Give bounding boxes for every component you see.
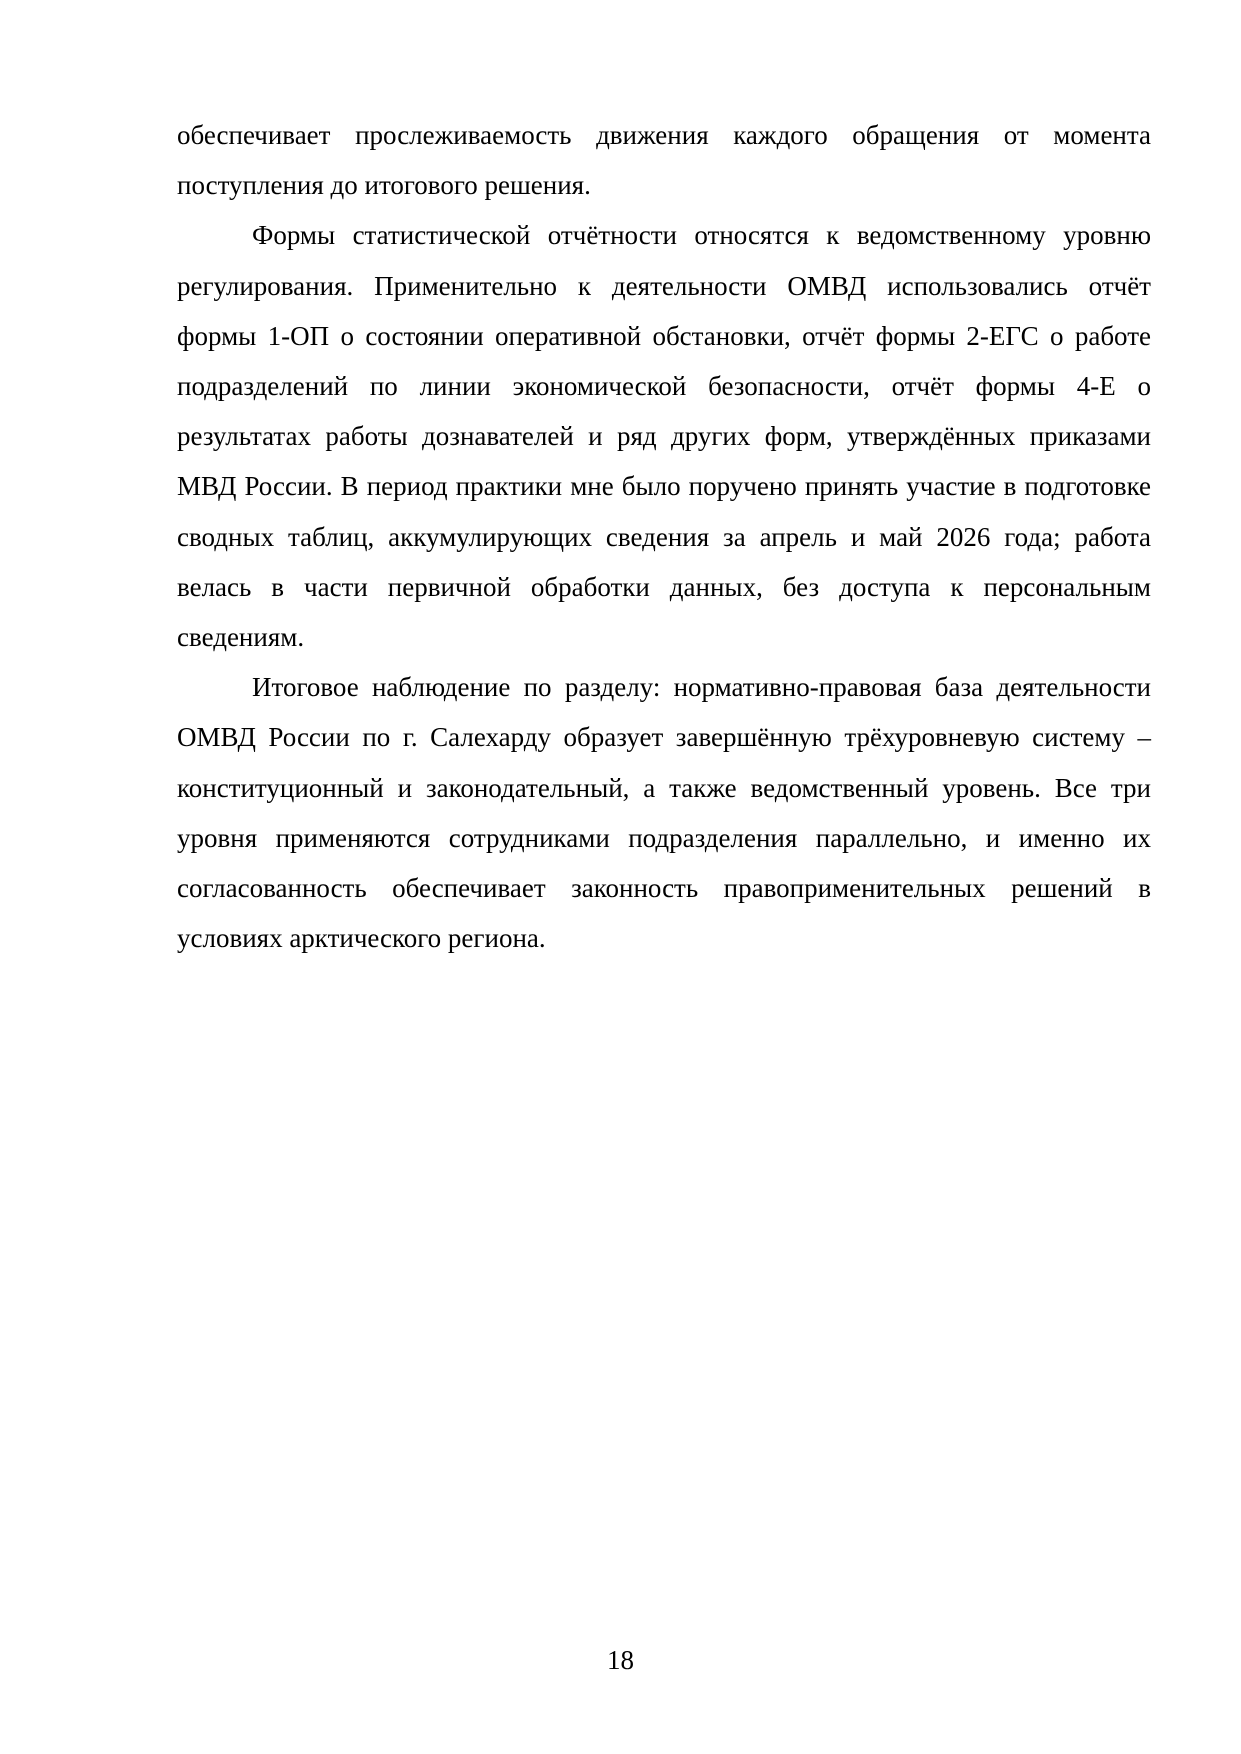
paragraph-section-conclusion: Итоговое наблюдение по разделу: нормативно-правовая база деятельности ОМВД России по г. Салехарду образует завершённую трёхуровневую систему – конституционный и законодательный, а также ведомственный уровень. Все три уровня применяются сотрудниками подразделения параллельно, и именно их согласованность обеспечивает законность правоприменительных решений в условиях арктического региона. (177, 672, 1151, 954)
paragraph-continuation: обеспечивает прослеживаемость движения каждого обращения от момента поступления до итогового решения. (177, 120, 1151, 201)
page-number: 18 (607, 1645, 634, 1675)
paragraph-statistical-reporting: Формы статистической отчётности относятся к ведомственному уровню регулирования. Применительно к деятельности ОМВД использовались отчёт формы 1-ОП о состоянии оперативной обстановки, отчёт формы 2-ЕГС о работе подразделений по линии экономической безопасности, отчёт формы 4-Е о результатах работы дознавателей и ряд других форм, утверждённых приказами МВД России. В период практики мне было поручено принять участие в подготовке сводных таблиц, аккумулирующих сведения за апрель и май 2026 года; работа велась в части первичной обработки данных, без доступа к персональным сведениям. (177, 220, 1151, 653)
body-text (177, 110, 1151, 963)
